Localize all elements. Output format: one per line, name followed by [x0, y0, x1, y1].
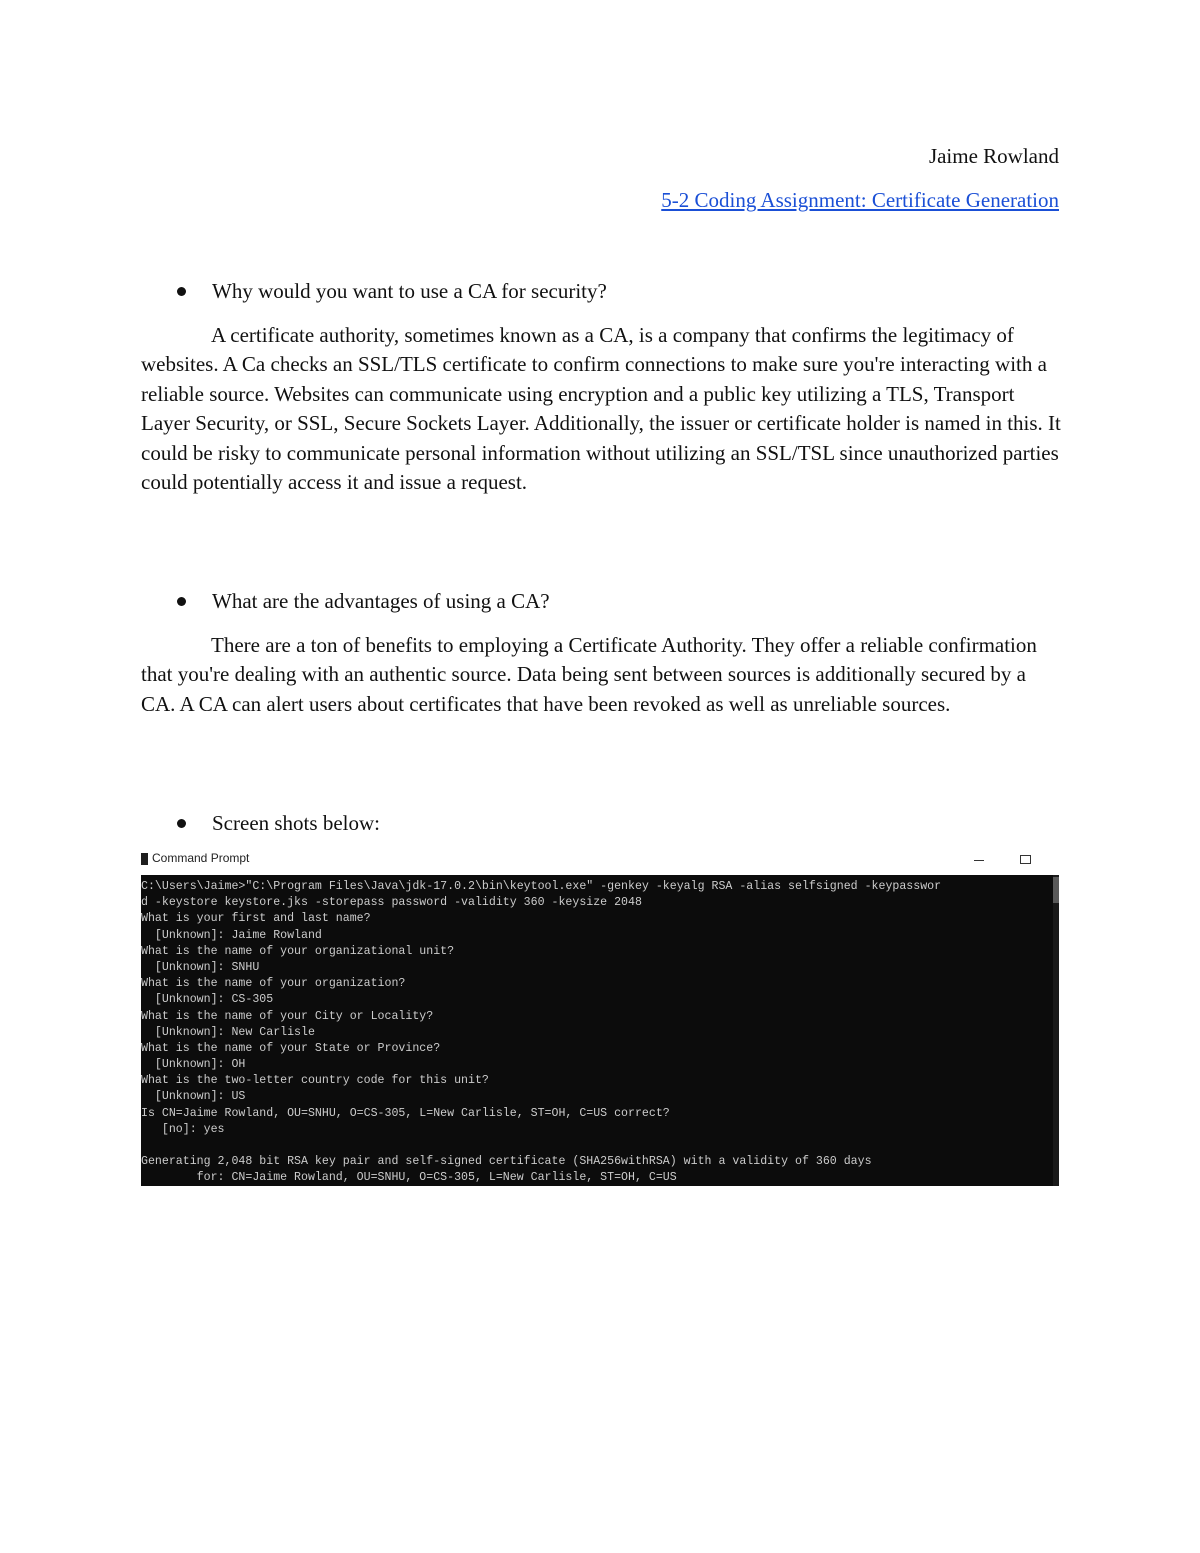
cmd-titlebar	[141, 847, 1059, 875]
answer-2: There are a ton of benefits to employing a Certificate Authority. They offer a reliable confirmation that you're dealing with an authentic source. Data being sent between sources is additionally secured by a CA. A CA can alert users about certificates that have been revoked as well as unreliable sources.	[141, 633, 1037, 716]
command-prompt-screenshot	[141, 847, 1059, 1186]
question-1: Why would you want to use a CA for security?	[212, 279, 607, 303]
bullet-icon	[177, 597, 186, 606]
cmd-output-line: [no]: yes	[141, 1122, 225, 1136]
cmd-output-line: What is the name of your organizational unit?	[141, 944, 455, 958]
cmd-output-line	[141, 1138, 941, 1154]
question-2: What are the advantages of using a CA?	[212, 589, 550, 613]
author-name: Jaime Rowland	[928, 144, 1059, 168]
cmd-output-line: [Unknown]: New Carlisle	[141, 1025, 315, 1039]
maximize-icon[interactable]	[1015, 851, 1035, 869]
question-3: Screen shots below:	[212, 811, 380, 835]
cmd-output-line: Generating 2,048 bit RSA key pair and self-signed certificate (SHA256withRSA) with a validity of 360 days	[141, 1155, 872, 1169]
cmd-output-line: [Unknown]: OH	[141, 1058, 246, 1072]
cmd-output-line: What is the two-letter country code for this unit?	[141, 1074, 489, 1088]
cmd-scrollbar[interactable]	[1053, 875, 1059, 1186]
cmd-output-line: [Unknown]: CS-305	[141, 993, 274, 1007]
cmd-window-title: Command Prompt	[152, 851, 250, 865]
cmd-output-line: d -keystore keystore.jks -storepass password -validity 360 -keysize 2048	[141, 896, 642, 910]
bullet-icon	[177, 287, 186, 296]
cmd-output-line: [Unknown]: US	[141, 1090, 246, 1104]
cmd-output-line: What is the name of your State or Province?	[141, 1041, 441, 1055]
cmd-console	[141, 875, 1059, 1186]
answer-1: A certificate authority, sometimes known as a CA, is a company that confirms the legitimacy of websites. A Ca checks an SSL/TLS certificate to confirm connections to make sure you're interacting with a reliable source. Websites can communicate using encryption and a public key utilizing a TLS, Transport Layer Security, or SSL, Secure Sockets Layer. Additionally, the issuer or certificate holder is named in this. It could be risky to communicate personal information without utilizing an SSL/TSL since unauthorized parties could potentially access it and issue a request.	[141, 323, 1061, 495]
cmd-output-line: What is the name of your City or Locality?	[141, 1009, 434, 1023]
cmd-output	[141, 879, 941, 1186]
cmd-output-line: for: CN=Jaime Rowland, OU=SNHU, O=CS-305, L=New Carlisle, ST=OH, C=US	[141, 1171, 677, 1185]
cmd-scrollbar-thumb[interactable]	[1053, 877, 1059, 903]
minimize-icon[interactable]	[969, 851, 989, 869]
cmd-output-line: [Unknown]: SNHU	[141, 960, 260, 974]
cmd-output-line: What is the name of your organization?	[141, 977, 406, 991]
cmd-output-line: [Unknown]: Jaime Rowland	[141, 928, 322, 942]
cmd-output-line: Is CN=Jaime Rowland, OU=SNHU, O=CS-305, L=New Carlisle, ST=OH, C=US correct?	[141, 1106, 670, 1120]
cmd-icon	[141, 853, 148, 865]
assignment-title-link[interactable]: 5-2 Coding Assignment: Certificate Generation	[661, 188, 1059, 212]
cmd-output-line: What is your first and last name?	[141, 912, 371, 926]
cmd-output-line: C:\Users\Jaime>"C:\Program Files\Java\jdk-17.0.2\bin\keytool.exe" -genkey -keyalg RSA -alias selfsigned -keypasswor	[141, 880, 942, 893]
bullet-icon	[177, 819, 186, 828]
